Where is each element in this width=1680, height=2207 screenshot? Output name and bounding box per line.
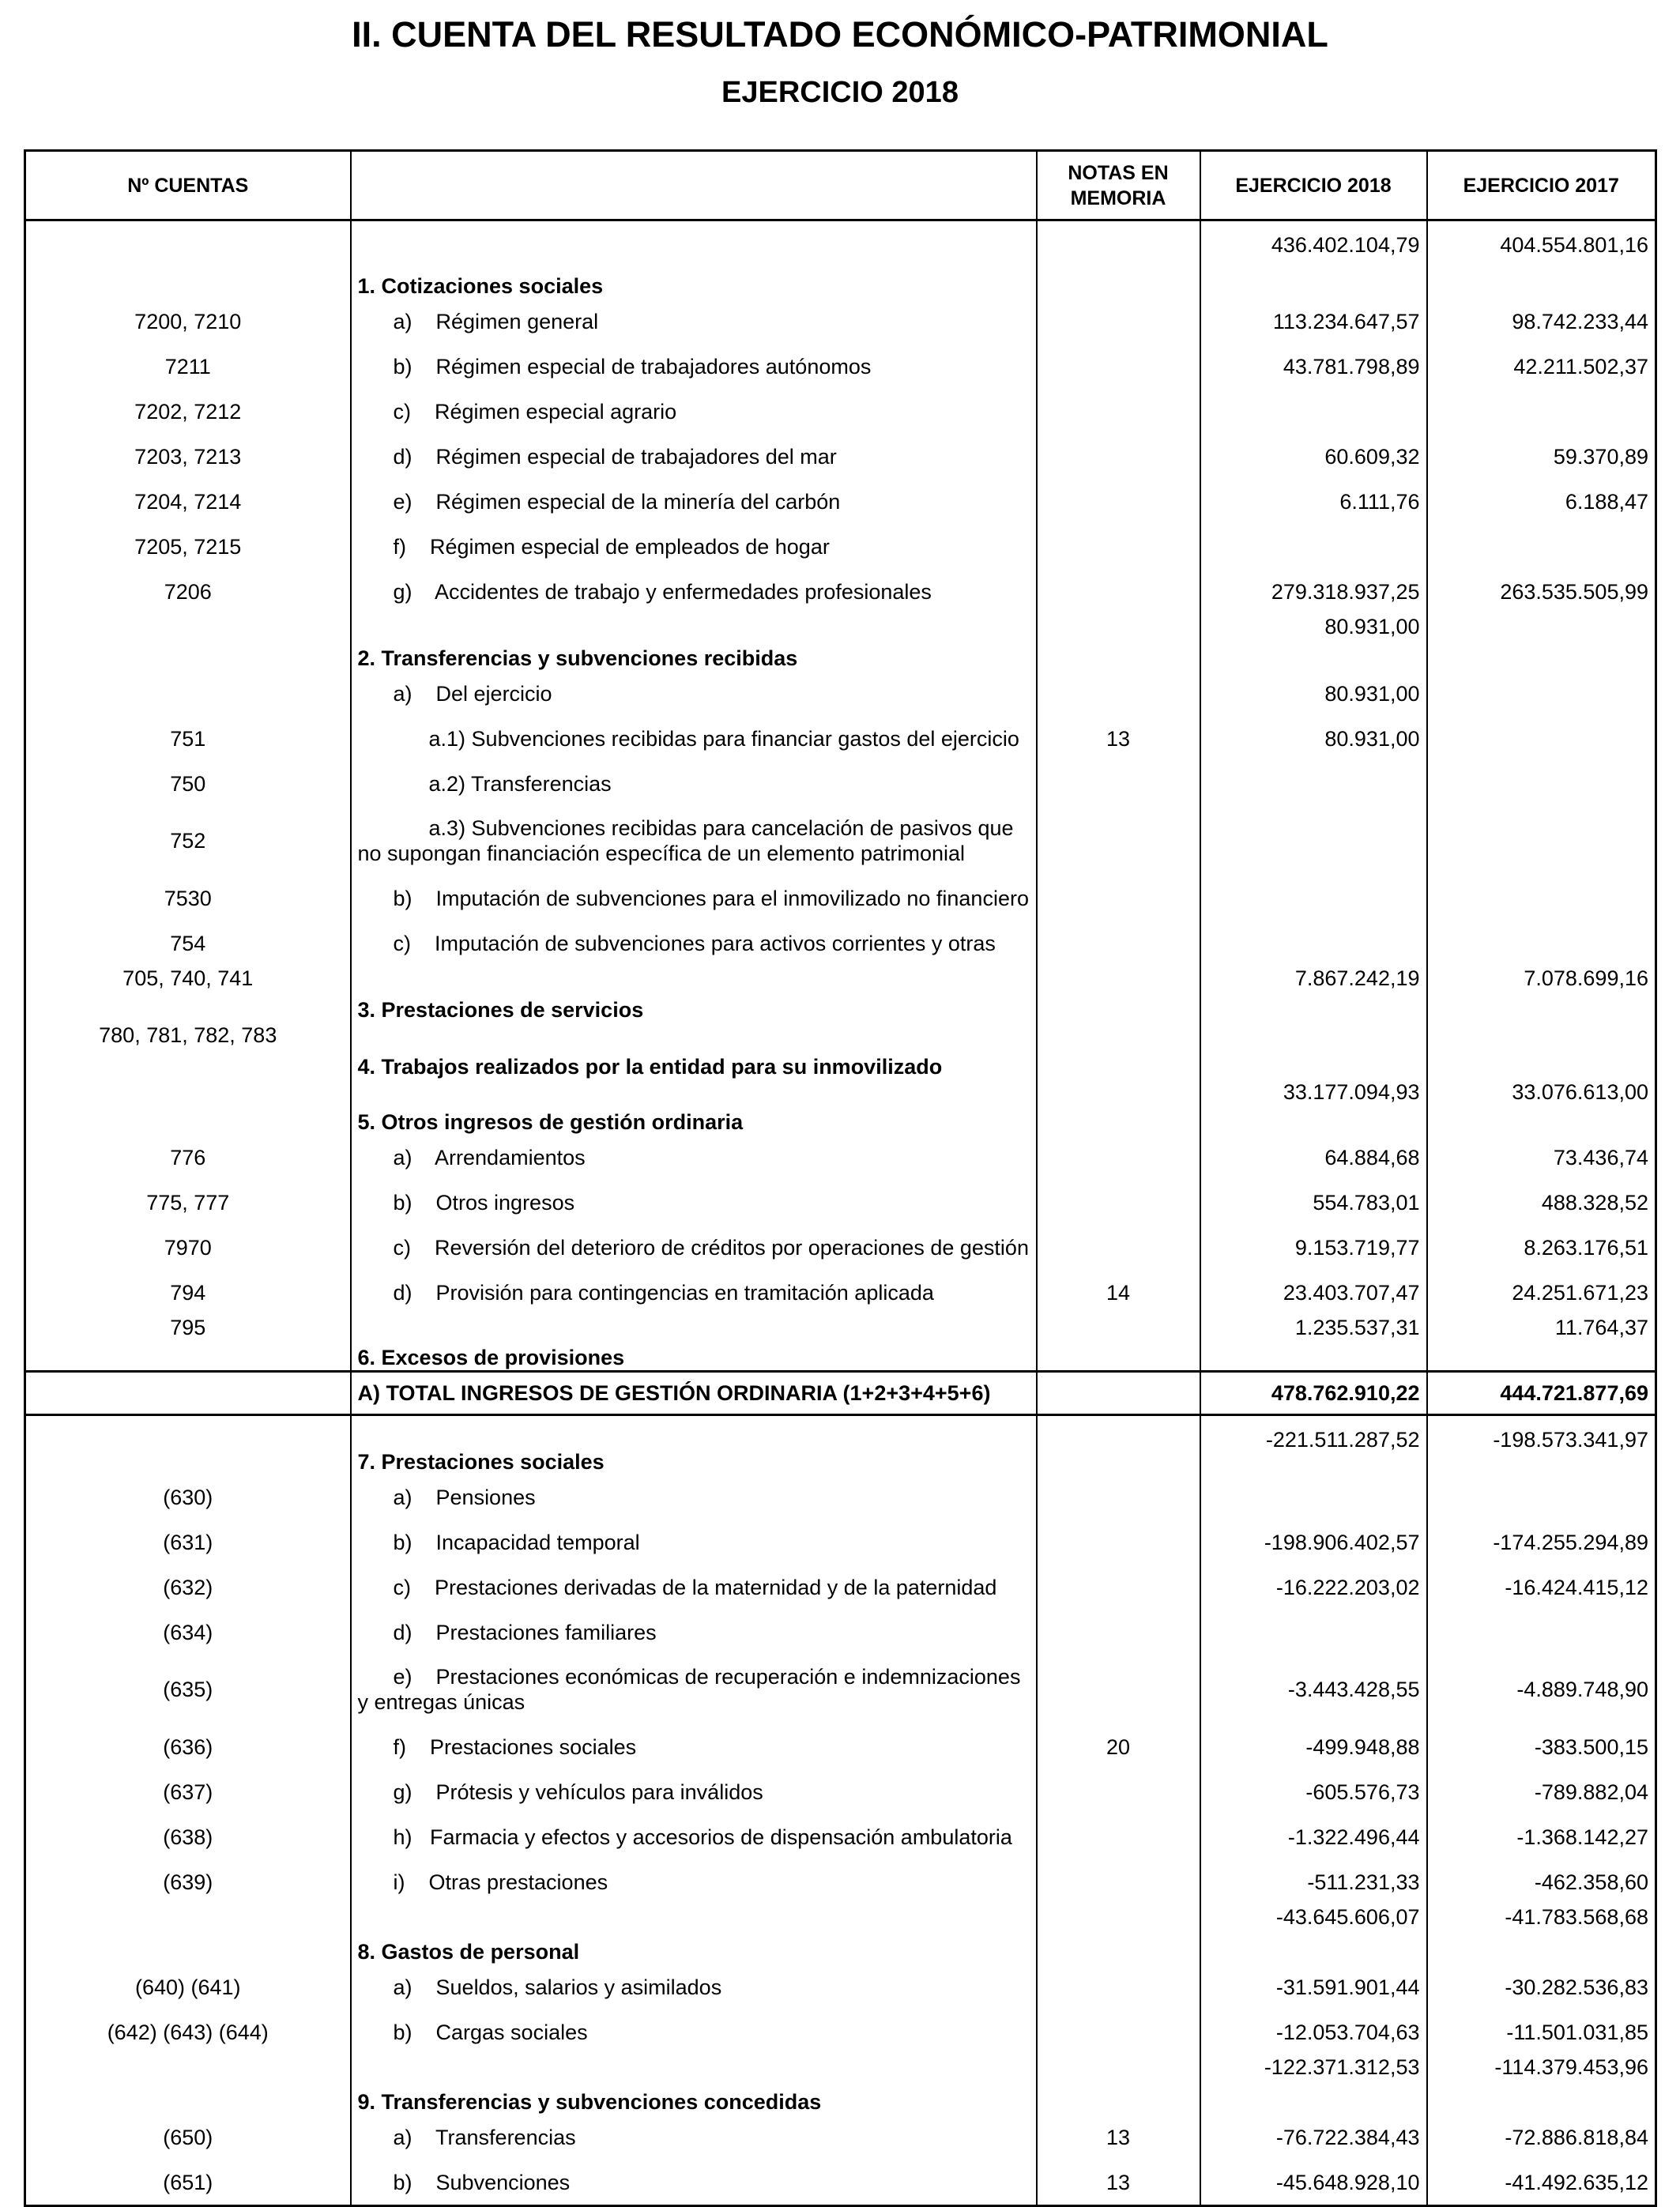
description-cell: b) Cargas sociales [351,2009,1037,2054]
notes-cell [1037,479,1200,524]
amount-2018-cell: 80.931,00 [1200,614,1427,671]
description-cell: d) Provisión para contingencias en tramitación aplicada [351,1270,1037,1315]
notes-cell [1037,1655,1200,1724]
description-cell: d) Régimen especial de trabajadores del mar [351,434,1037,479]
account-cell: (651) [25,2160,351,2206]
account-cell: 7205, 7215 [25,524,351,569]
description-cell: a) Transferencias [351,2115,1037,2160]
amount-2017-cell: 98.742.233,44 [1427,299,1656,344]
section-row [25,1079,1656,1135]
notes-cell [1037,220,1200,233]
amount-2018-cell [1200,220,1427,233]
description-cell: b) Imputación de subvenciones para el inmovilizado no financiero [351,876,1037,921]
amount-2017-cell: -174.255.294,89 [1427,1520,1656,1565]
account-cell: (631) [25,1520,351,1565]
amount-2018-cell: -122.371.312,53 [1200,2054,1427,2115]
notes-cell [1037,1610,1200,1655]
notes-cell [1037,232,1200,299]
table-row [25,1135,1656,1180]
description-cell: f) Prestaciones sociales [351,1724,1037,1769]
table-row [25,1225,1656,1270]
amount-2017-cell [1427,220,1656,233]
amount-2017-cell [1427,524,1656,569]
amount-2018-cell [1200,389,1427,434]
description-cell: a.3) Subvenciones recibidas para cancelación de pasivos que no supongan financiación específica de un elemento patrimonial [351,806,1037,876]
description-cell: a.1) Subvenciones recibidas para financiar gastos del ejercicio [351,716,1037,761]
account-cell: 7211 [25,344,351,389]
section-row [25,1315,1656,1372]
amount-2018-cell [1200,1610,1427,1655]
table-row [25,2160,1656,2206]
amount-2018-cell [1200,806,1427,876]
table-row [25,569,1656,614]
account-cell [25,1372,351,1415]
description-cell: b) Otros ingresos [351,1180,1037,1225]
account-cell: 7202, 7212 [25,389,351,434]
account-cell [25,1415,351,1428]
notes-cell [1037,1415,1200,1428]
amount-2017-cell: -1.368.142,27 [1427,1814,1656,1859]
table-row [25,1724,1656,1769]
account-cell [25,671,351,716]
notes-cell [1037,2009,1200,2054]
amount-2017-cell: 404.554.801,16 [1427,232,1656,299]
description-cell: d) Prestaciones familiares [351,1610,1037,1655]
notes-cell [1037,1135,1200,1180]
section-row [25,614,1656,671]
notes-cell [1037,1372,1200,1415]
description-cell: 3. Prestaciones de servicios [351,966,1037,1023]
amount-2018-cell: 33.177.094,93 [1200,1079,1427,1135]
table-row [25,761,1656,806]
account-cell: 750 [25,761,351,806]
account-cell: (637) [25,1769,351,1814]
amount-2017-cell [1427,761,1656,806]
amount-2018-cell: 436.402.104,79 [1200,232,1427,299]
section-row [25,232,1656,299]
amount-2018-cell: 43.781.798,89 [1200,344,1427,389]
column-header-accounts: Nº CUENTAS [25,151,351,220]
account-cell: (640) (641) [25,1964,351,2009]
amount-2017-cell: -72.886.818,84 [1427,2115,1656,2160]
notes-cell [1037,389,1200,434]
account-cell: (636) [25,1724,351,1769]
spacer-row [25,220,1656,233]
description-cell: 5. Otros ingresos de gestión ordinaria [351,1079,1037,1135]
account-cell: (650) [25,2115,351,2160]
account-cell: (639) [25,1859,351,1904]
notes-cell: 13 [1037,716,1200,761]
amount-2017-cell: -41.492.635,12 [1427,2160,1656,2206]
account-cell [25,2054,351,2115]
notes-cell [1037,1427,1200,1474]
notes-cell [1037,1180,1200,1225]
notes-cell: 13 [1037,2160,1200,2206]
description-cell: a) Pensiones [351,1474,1037,1520]
amount-2018-cell: -12.053.704,63 [1200,2009,1427,2054]
description-cell: 9. Transferencias y subvenciones concedidas [351,2054,1037,2115]
table-header-row [25,151,1656,220]
amount-2018-cell: 9.153.719,77 [1200,1225,1427,1270]
description-cell: h) Farmacia y efectos y accesorios de dispensación ambulatoria [351,1814,1037,1859]
amount-2017-cell: -383.500,15 [1427,1724,1656,1769]
total-row [25,1372,1656,1415]
account-cell [25,1427,351,1474]
account-cell: 780, 781, 782, 783 [25,1023,351,1079]
description-cell: c) Régimen especial agrario [351,389,1037,434]
account-cell: 794 [25,1270,351,1315]
amount-2017-cell [1427,1023,1656,1079]
amount-2017-cell: -11.501.031,85 [1427,2009,1656,2054]
description-cell: 7. Prestaciones sociales [351,1427,1037,1474]
table-row [25,1180,1656,1225]
account-cell: 775, 777 [25,1180,351,1225]
description-cell: 1. Cotizaciones sociales [351,232,1037,299]
amount-2017-cell: -198.573.341,97 [1427,1427,1656,1474]
table-row [25,1520,1656,1565]
account-cell: 7970 [25,1225,351,1270]
notes-cell [1037,2054,1200,2115]
table-row [25,876,1656,921]
notes-cell [1037,806,1200,876]
table-row [25,1814,1656,1859]
description-cell: a.2) Transferencias [351,761,1037,806]
table-row [25,921,1656,966]
table-row [25,1655,1656,1724]
notes-cell [1037,1079,1200,1135]
amount-2018-cell [1200,1474,1427,1520]
notes-cell [1037,921,1200,966]
table-row [25,1610,1656,1655]
account-cell: 795 [25,1315,351,1372]
amount-2017-cell: -16.424.415,12 [1427,1565,1656,1610]
amount-2018-cell: -45.648.928,10 [1200,2160,1427,2206]
notes-cell [1037,1769,1200,1814]
description-cell: g) Prótesis y vehículos para inválidos [351,1769,1037,1814]
amount-2018-cell: 60.609,32 [1200,434,1427,479]
table-row [25,1565,1656,1610]
account-cell: 7530 [25,876,351,921]
section-row [25,966,1656,1023]
amount-2018-cell: -605.576,73 [1200,1769,1427,1814]
table-row [25,1474,1656,1520]
notes-cell [1037,1565,1200,1610]
amount-2017-cell: 263.535.505,99 [1427,569,1656,614]
notes-cell [1037,344,1200,389]
amount-2018-cell: 7.867.242,19 [1200,966,1427,1023]
account-cell: 7203, 7213 [25,434,351,479]
account-cell [25,220,351,233]
amount-2017-cell: -462.358,60 [1427,1859,1656,1904]
description-cell: i) Otras prestaciones [351,1859,1037,1904]
amount-2018-cell [1200,761,1427,806]
page-subtitle: EJERCICIO 2018 [721,76,959,109]
notes-cell [1037,614,1200,671]
amount-2017-cell: -789.882,04 [1427,1769,1656,1814]
notes-cell: 13 [1037,2115,1200,2160]
table-row [25,671,1656,716]
amount-2018-cell: 1.235.537,31 [1200,1315,1427,1372]
account-cell: 776 [25,1135,351,1180]
amount-2018-cell: 554.783,01 [1200,1180,1427,1225]
description-cell: a) Del ejercicio [351,671,1037,716]
description-cell: e) Régimen especial de la minería del carbón [351,479,1037,524]
amount-2018-cell: 6.111,76 [1200,479,1427,524]
amount-2017-cell [1427,389,1656,434]
account-cell: 7206 [25,569,351,614]
table-row [25,716,1656,761]
amount-2017-cell: 11.764,37 [1427,1315,1656,1372]
amount-2017-cell [1427,671,1656,716]
amount-2018-cell: 80.931,00 [1200,671,1427,716]
amount-2017-cell [1427,1610,1656,1655]
page-title: II. CUENTA DEL RESULTADO ECONÓMICO-PATRIMONIAL [352,14,1328,55]
notes-cell [1037,1964,1200,2009]
notes-cell: 20 [1037,1724,1200,1769]
table-row [25,524,1656,569]
income-statement-table [24,149,1657,2207]
amount-2017-cell: 444.721.877,69 [1427,1372,1656,1415]
table-row [25,1964,1656,2009]
amount-2017-cell: 488.328,52 [1427,1180,1656,1225]
amount-2017-cell [1427,921,1656,966]
notes-cell [1037,671,1200,716]
notes-cell [1037,1474,1200,1520]
account-cell: 705, 740, 741 [25,966,351,1023]
amount-2017-cell: 7.078.699,16 [1427,966,1656,1023]
account-cell: 751 [25,716,351,761]
amount-2018-cell [1200,921,1427,966]
table-row [25,299,1656,344]
table-row [25,806,1656,876]
notes-cell [1037,1315,1200,1372]
amount-2018-cell: -499.948,88 [1200,1724,1427,1769]
amount-2018-cell: -31.591.901,44 [1200,1964,1427,2009]
account-cell: 7200, 7210 [25,299,351,344]
notes-cell [1037,761,1200,806]
amount-2018-cell [1200,1415,1427,1428]
amount-2017-cell: 73.436,74 [1427,1135,1656,1180]
description-cell [351,220,1037,233]
amount-2017-cell [1427,614,1656,671]
account-cell [25,232,351,299]
amount-2017-cell: 6.188,47 [1427,479,1656,524]
amount-2018-cell: 279.318.937,25 [1200,569,1427,614]
table-row [25,479,1656,524]
column-header-notes: NOTAS EN MEMORIA [1037,151,1200,220]
notes-cell [1037,1520,1200,1565]
amount-2018-cell: -76.722.384,43 [1200,2115,1427,2160]
section-row [25,1904,1656,1964]
section-row [25,1427,1656,1474]
column-header-description [351,151,1037,220]
amount-2018-cell: 23.403.707,47 [1200,1270,1427,1315]
amount-2018-cell: -221.511.287,52 [1200,1427,1427,1474]
amount-2017-cell [1427,1474,1656,1520]
amount-2017-cell: 24.251.671,23 [1427,1270,1656,1315]
account-cell [25,614,351,671]
description-cell: c) Imputación de subvenciones para activos corrientes y otras [351,921,1037,966]
account-cell [25,1904,351,1964]
description-cell: a) Arrendamientos [351,1135,1037,1180]
amount-2018-cell: 113.234.647,57 [1200,299,1427,344]
notes-cell [1037,876,1200,921]
notes-cell [1037,1859,1200,1904]
description-cell: b) Incapacidad temporal [351,1520,1037,1565]
description-cell: 8. Gastos de personal [351,1904,1037,1964]
amount-2018-cell: -43.645.606,07 [1200,1904,1427,1964]
description-cell: c) Reversión del deterioro de créditos por operaciones de gestión [351,1225,1037,1270]
amount-2018-cell [1200,524,1427,569]
account-cell: (634) [25,1610,351,1655]
account-cell: (632) [25,1565,351,1610]
notes-cell [1037,434,1200,479]
table-row [25,2009,1656,2054]
account-cell [25,1079,351,1135]
amount-2018-cell: 478.762.910,22 [1200,1372,1427,1415]
notes-cell [1037,1904,1200,1964]
description-cell: 6. Excesos de provisiones [351,1315,1037,1372]
description-cell: a) Régimen general [351,299,1037,344]
description-cell: A) TOTAL INGRESOS DE GESTIÓN ORDINARIA (1+2+3+4+5+6) [351,1372,1037,1415]
table-body [25,220,1656,2206]
table-row [25,1859,1656,1904]
amount-2017-cell [1427,806,1656,876]
table-row [25,1769,1656,1814]
section-row [25,2054,1656,2115]
description-cell: c) Prestaciones derivadas de la maternidad y de la paternidad [351,1565,1037,1610]
notes-cell [1037,1814,1200,1859]
table-row [25,2115,1656,2160]
amount-2017-cell [1427,876,1656,921]
column-header-year-2017: EJERCICIO 2017 [1427,151,1656,220]
description-cell: 2. Transferencias y subvenciones recibidas [351,614,1037,671]
notes-cell [1037,569,1200,614]
account-cell: 752 [25,806,351,876]
amount-2018-cell: -3.443.428,55 [1200,1655,1427,1724]
table-row [25,344,1656,389]
column-header-year-2018: EJERCICIO 2018 [1200,151,1427,220]
amount-2017-cell: 59.370,89 [1427,434,1656,479]
account-cell: (630) [25,1474,351,1520]
description-cell: a) Sueldos, salarios y asimilados [351,1964,1037,2009]
notes-cell [1037,1023,1200,1079]
amount-2017-cell: -30.282.536,83 [1427,1964,1656,2009]
table-row [25,389,1656,434]
amount-2018-cell: -511.231,33 [1200,1859,1427,1904]
amount-2017-cell: 42.211.502,37 [1427,344,1656,389]
description-cell [351,1415,1037,1428]
amount-2017-cell: -114.379.453,96 [1427,2054,1656,2115]
notes-cell [1037,299,1200,344]
amount-2018-cell: 80.931,00 [1200,716,1427,761]
amount-2018-cell [1200,876,1427,921]
amount-2018-cell: -16.222.203,02 [1200,1565,1427,1610]
amount-2017-cell [1427,1415,1656,1428]
amount-2018-cell: -198.906.402,57 [1200,1520,1427,1565]
amount-2017-cell: -4.889.748,90 [1427,1655,1656,1724]
account-cell: (635) [25,1655,351,1724]
amount-2017-cell: -41.783.568,68 [1427,1904,1656,1964]
account-cell: 7204, 7214 [25,479,351,524]
amount-2017-cell: 8.263.176,51 [1427,1225,1656,1270]
description-cell: f) Régimen especial de empleados de hogar [351,524,1037,569]
table-row [25,1270,1656,1315]
description-cell: 4. Trabajos realizados por la entidad para su inmovilizado [351,1023,1037,1079]
amount-2017-cell: 33.076.613,00 [1427,1079,1656,1135]
notes-cell [1037,524,1200,569]
account-cell: 754 [25,921,351,966]
amount-2018-cell: -1.322.496,44 [1200,1814,1427,1859]
notes-cell: 14 [1037,1270,1200,1315]
amount-2017-cell [1427,716,1656,761]
table-row [25,434,1656,479]
spacer-row [25,1415,1656,1428]
account-cell: (638) [25,1814,351,1859]
description-cell: b) Régimen especial de trabajadores autónomos [351,344,1037,389]
description-cell: e) Prestaciones económicas de recuperación e indemnizaciones y entregas únicas [351,1655,1037,1724]
notes-cell [1037,1225,1200,1270]
amount-2018-cell [1200,1023,1427,1079]
account-cell: (642) (643) (644) [25,2009,351,2054]
notes-cell [1037,966,1200,1023]
description-cell: g) Accidentes de trabajo y enfermedades profesionales [351,569,1037,614]
amount-2018-cell: 64.884,68 [1200,1135,1427,1180]
section-row [25,1023,1656,1079]
description-cell: b) Subvenciones [351,2160,1037,2206]
